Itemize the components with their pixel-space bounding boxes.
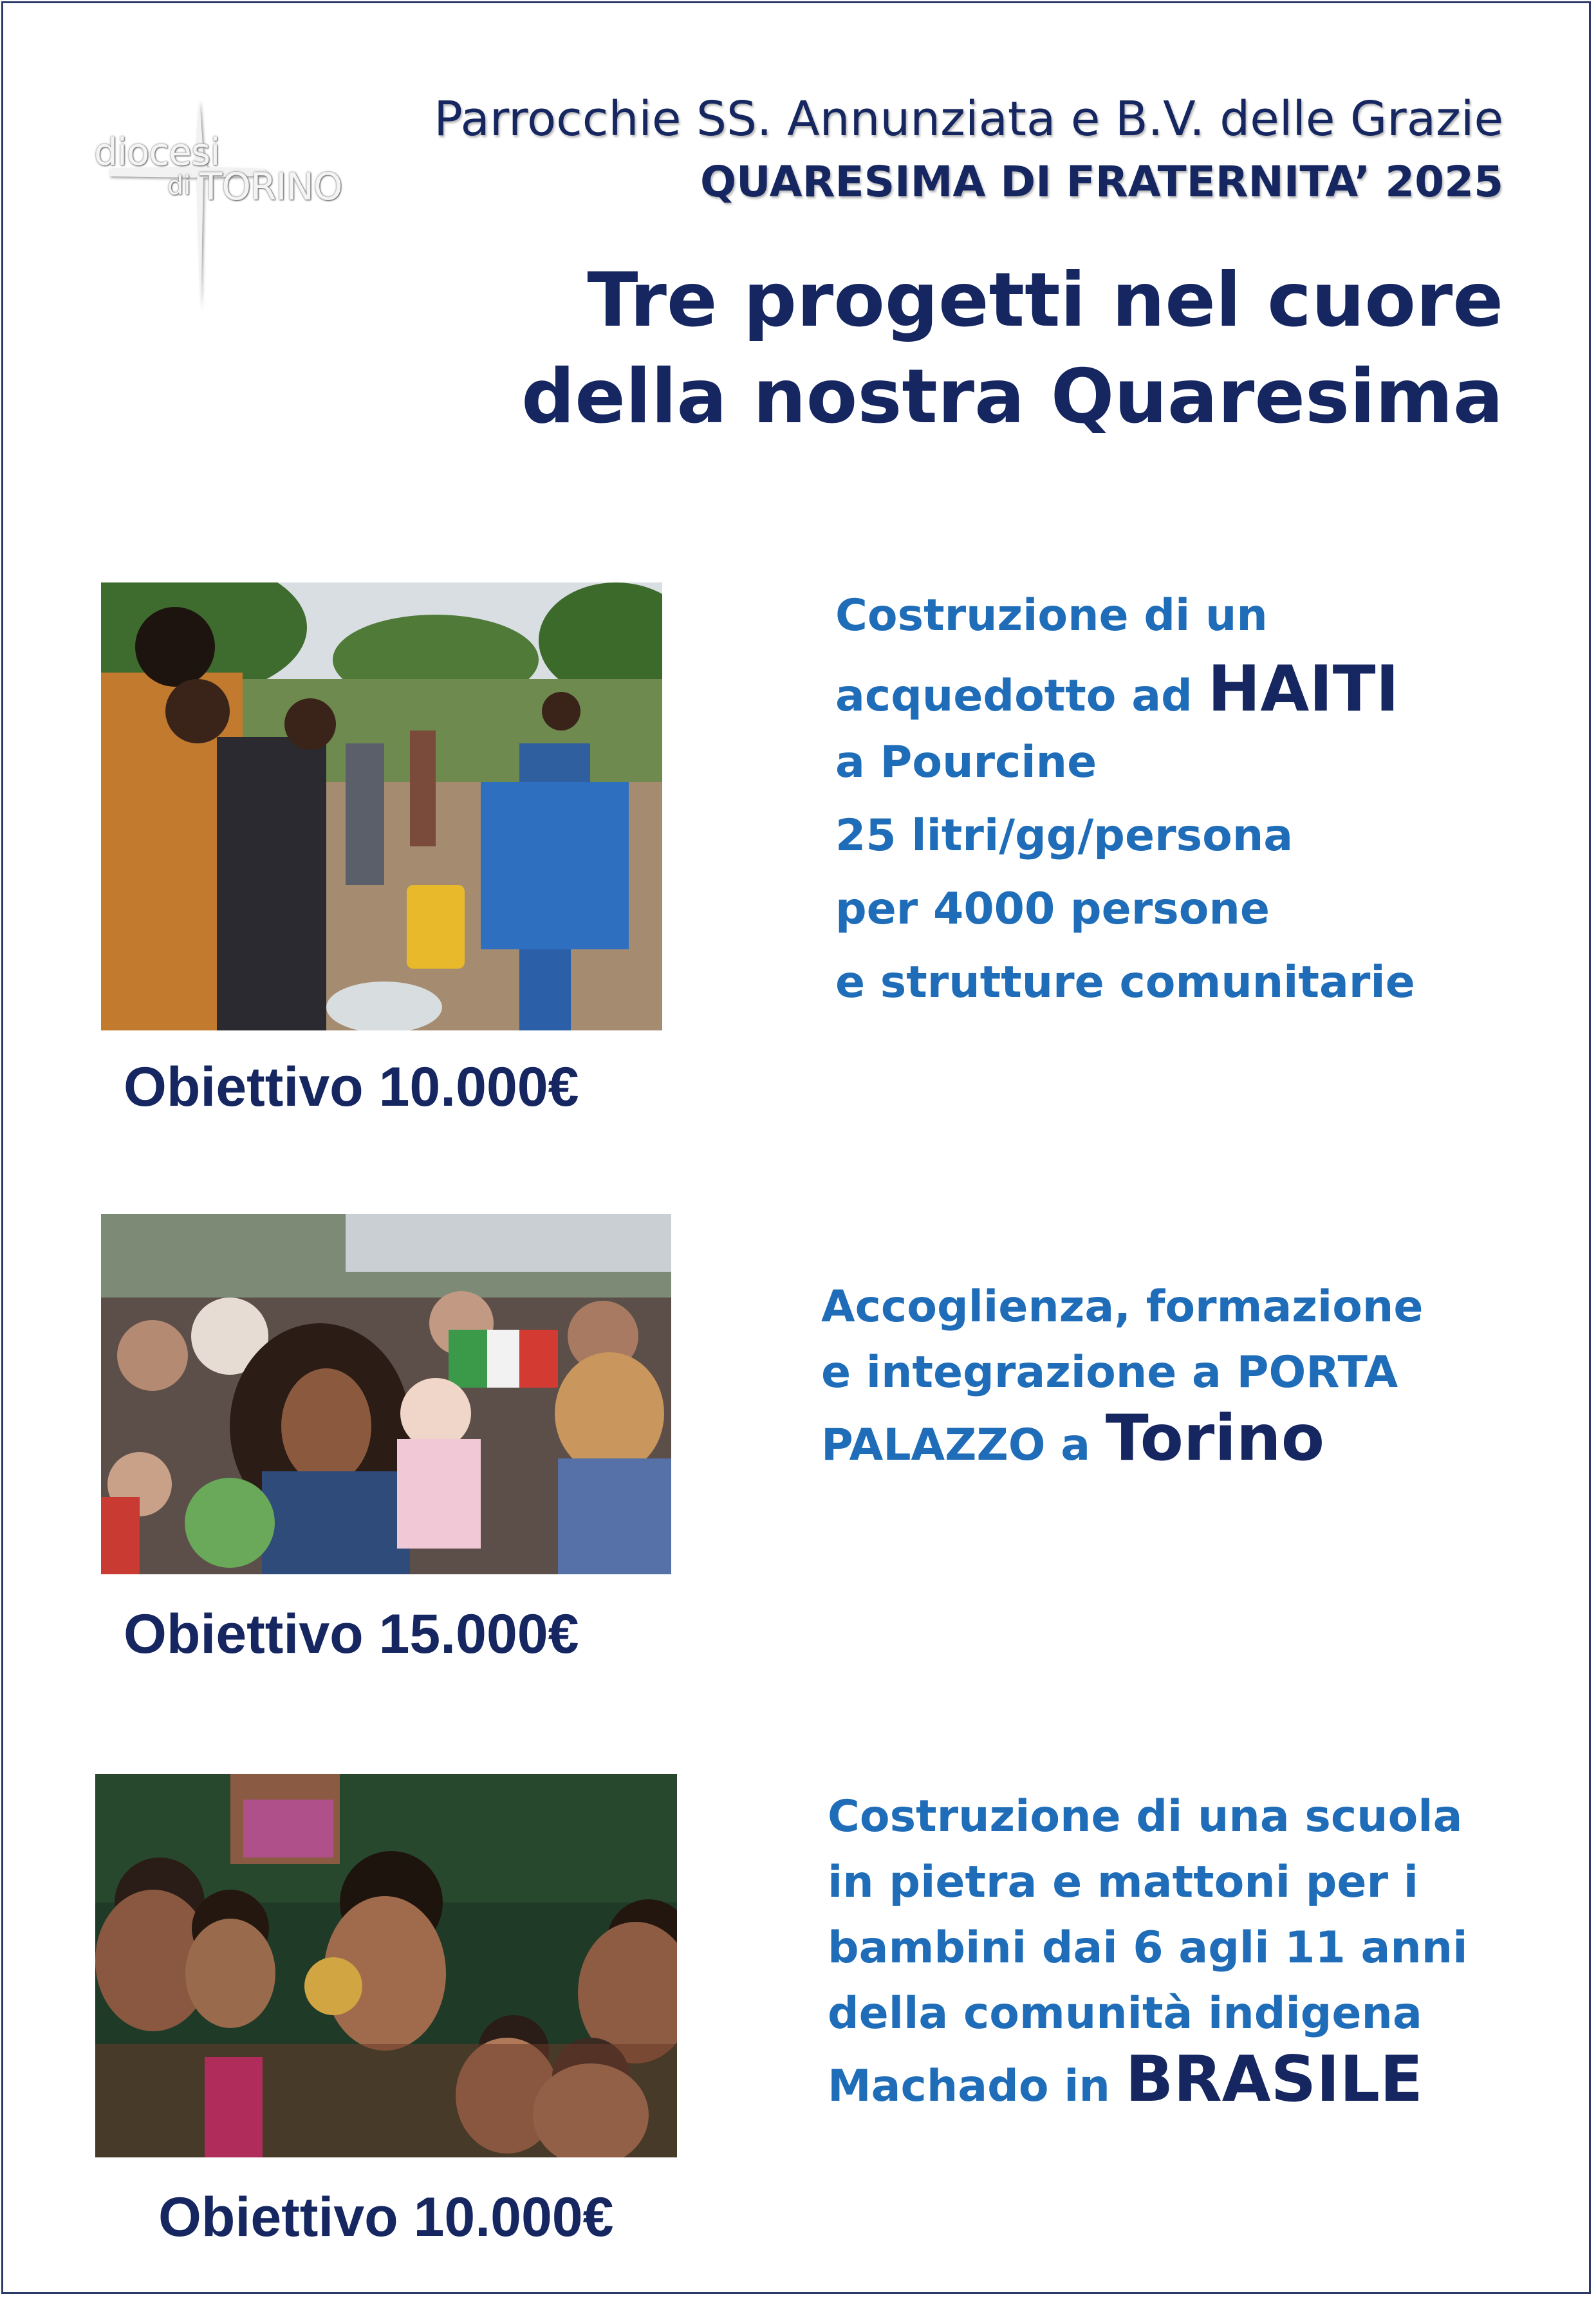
desc-line: 25 litri/gg/persona [835, 810, 1294, 861]
brasile-children-photo [95, 1774, 677, 2157]
page-title [521, 252, 1503, 445]
project-haiti-description [835, 579, 1415, 1019]
desc-line: della comunità indigena [828, 1988, 1422, 2039]
porta-palazzo-photo [101, 1214, 671, 1574]
haiti-water-photo [101, 582, 662, 1030]
desc-text: Machado in [828, 2061, 1126, 2112]
goal-brasile: Obiettivo 10.000€ [158, 2186, 614, 2248]
goal-haiti: Obiettivo 10.000€ [124, 1056, 579, 1118]
desc-line: Accoglienza, formazione [821, 1281, 1424, 1332]
diocese-logo [90, 97, 373, 315]
logo-word-di: di [167, 171, 191, 201]
desc-line: Costruzione di un [835, 590, 1268, 641]
campaign-heading: QUARESIMA DI FRATERNITA’ 2025 [700, 157, 1503, 207]
desc-text: acquedotto ad [835, 671, 1208, 721]
country-haiti: HAITI [1207, 653, 1400, 726]
logo-word-torino: TORINO [200, 165, 342, 209]
desc-line: per 4000 persone [835, 884, 1270, 935]
city-torino: Torino [1105, 1402, 1325, 1475]
project-torino-description [821, 1274, 1424, 1475]
desc-text: PALAZZO a [821, 1420, 1106, 1471]
desc-line: in pietra e mattoni per i [828, 1857, 1419, 1908]
desc-line [835, 653, 1415, 726]
title-line-1: Tre progetti nel cuore [587, 257, 1503, 344]
desc-line [828, 2043, 1468, 2116]
logo-word-diocesi: diocesi [94, 130, 220, 174]
goal-torino: Obiettivo 15.000€ [124, 1603, 579, 1665]
desc-line: bambini dai 6 agli 11 anni [828, 1922, 1468, 1973]
desc-line [821, 1402, 1423, 1475]
project-brasile-description [828, 1784, 1468, 2116]
parishes-heading: Parrocchie SS. Annunziata e B.V. delle Grazie [434, 91, 1503, 147]
desc-line: e integrazione a PORTA [821, 1347, 1398, 1398]
desc-line: Costruzione di una scuola [828, 1791, 1463, 1842]
country-brasile: BRASILE [1125, 2043, 1424, 2116]
desc-line: a Pourcine [835, 737, 1097, 788]
title-line-2: della nostra Quaresima [521, 353, 1503, 440]
desc-line: e strutture comunitarie [835, 957, 1415, 1008]
